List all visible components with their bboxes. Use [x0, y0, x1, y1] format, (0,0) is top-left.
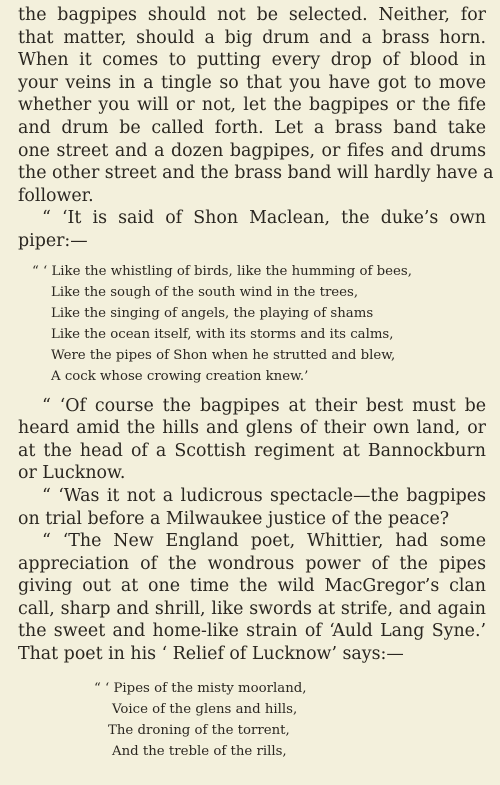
paragraph-bagpipes-selection — [18, 4, 494, 207]
text-line: that matter, should a big drum and a brass horn. — [18, 27, 486, 48]
text-line: follower. — [18, 185, 94, 206]
text-line: “ ‘Was it not a ludicrous spectacle—the bagpipes — [42, 485, 486, 506]
paragraph-milwaukee-trial — [18, 485, 486, 530]
poem-relief-of-lucknow — [18, 678, 486, 762]
text-line: one street and a dozen bagpipes, or fifes and drums — [18, 140, 486, 161]
poem-line: “ ‘ Like the whistling of birds, like the humming of bees, — [32, 263, 412, 279]
poem-line: A cock whose crowing creation knew.’ — [51, 368, 309, 384]
text-line: the other street and the brass band will hardly have a — [18, 163, 494, 184]
poem-shon-maclean — [18, 261, 486, 387]
poem-line: The droning of the torrent, — [108, 722, 290, 738]
text-line: “ ‘Of course the bagpipes at their best must be — [42, 395, 486, 416]
poem-line: And the treble of the rills, — [112, 743, 287, 759]
text-line: heard amid the hills and glens of their own land, or — [18, 418, 486, 439]
text-line: whether you will or not, let the bagpipes or the fife — [18, 95, 486, 116]
text-line: giving out at one time the wild MacGregor’s clan — [18, 576, 486, 597]
text-line: When it comes to putting every drop of blood in — [18, 50, 486, 71]
text-line: piper:— — [18, 230, 88, 251]
text-line: or Lucknow. — [18, 463, 126, 484]
text-line: the sweet and home-like strain of ‘Auld Lang Syne.’ — [18, 621, 486, 642]
text-line: and drum be called forth. Let a brass band take — [18, 117, 486, 138]
text-line: That poet in his ‘ Relief of Lucknow’ says:— — [18, 644, 404, 665]
paragraph-whittier — [18, 530, 486, 666]
poem-line: Like the ocean itself, with its storms and its calms, — [51, 326, 394, 342]
poem-line: Voice of the glens and hills, — [112, 701, 298, 717]
text-line: call, sharp and shrill, like swords at strife, and again — [18, 598, 486, 619]
text-line: the bagpipes should not be selected. Neither, for — [18, 5, 486, 25]
poem-line: “ ‘ Pipes of the misty moorland, — [94, 680, 307, 696]
poem-line: Like the singing of angels, the playing of shams — [51, 305, 374, 321]
poem-line: Were the pipes of Shon when he strutted and blew, — [51, 347, 396, 363]
paragraph-bagpipes-best — [18, 395, 486, 485]
text-line: “ ‘It is said of Shon Maclean, the duke’s own — [42, 208, 486, 229]
text-line: your veins in a tingle so that you have got to move — [18, 72, 486, 93]
paragraph-shon-maclean — [18, 207, 486, 252]
text-line: “ ‘The New England poet, Whittier, had some — [42, 531, 486, 552]
text-line: appreciation of the wondrous power of the pipes — [18, 553, 486, 574]
poem-line: Like the sough of the south wind in the trees, — [51, 284, 359, 300]
text-line: at the head of a Scottish regiment at Bannockburn — [18, 440, 486, 461]
text-line: on trial before a Milwaukee justice of the peace? — [18, 508, 450, 529]
